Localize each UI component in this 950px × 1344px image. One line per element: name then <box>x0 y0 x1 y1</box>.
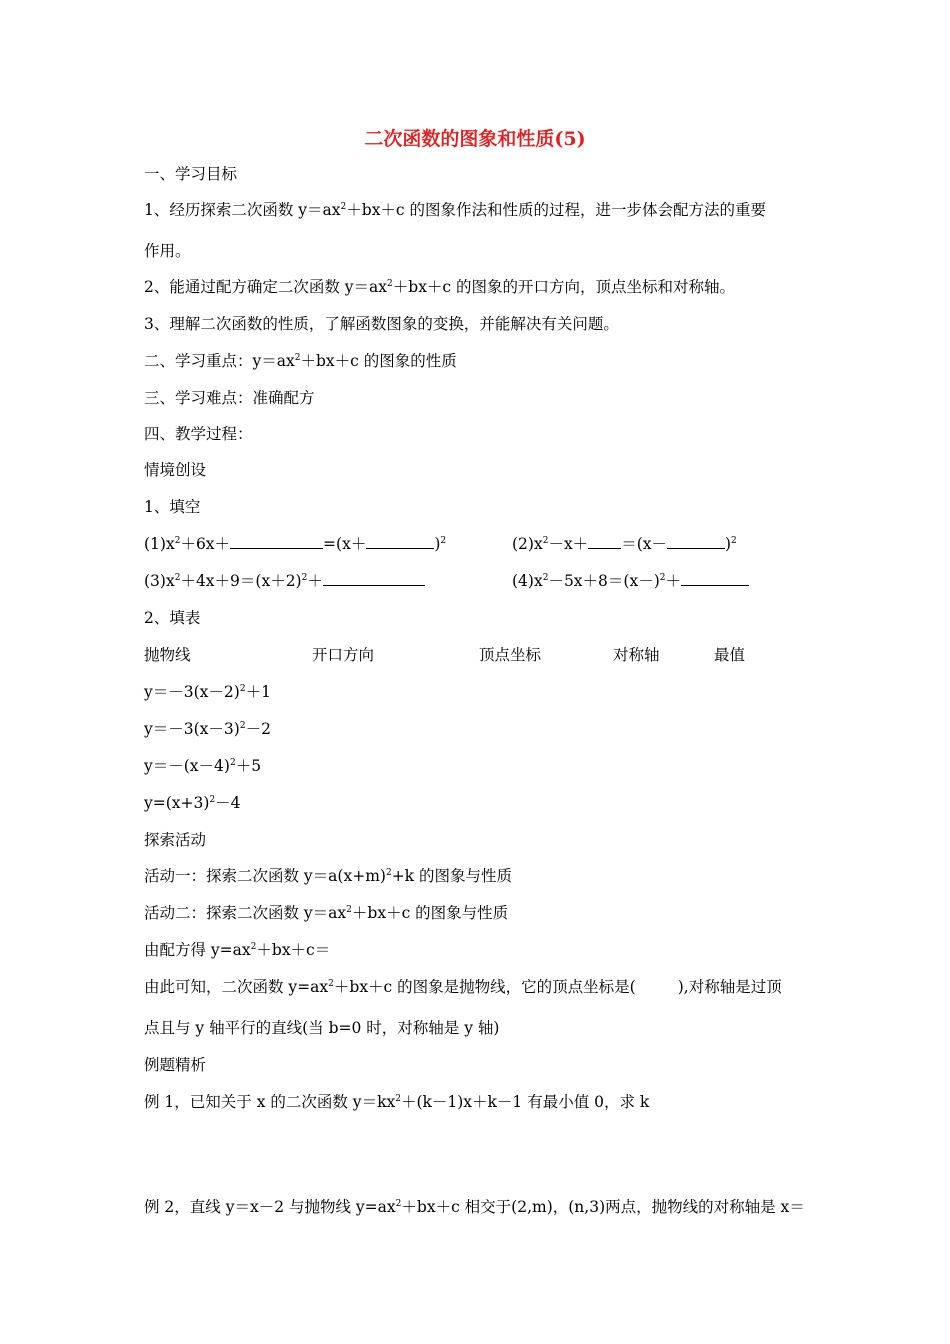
example-2-text: 例 2，直线 y＝x－2 与抛物线 y=ax <box>144 1198 396 1216</box>
row-1-formula: y＝－3(x－2) <box>144 683 240 701</box>
header-parabola: 抛物线 <box>144 646 191 664</box>
fill-blank-heading: 1、填空 <box>144 498 201 516</box>
activity-1-text: 活动一：探索二次函数 y＝a(x+m) <box>144 867 386 885</box>
example-1 <box>144 1091 649 1113</box>
example-2-text-cont: ＋bx＋c 相交于(2,m)，(n,3)两点，抛物线的对称轴是 x＝ <box>401 1198 805 1216</box>
document-title: 二次函数的图象和性质(5) <box>364 128 586 150</box>
goal-2 <box>144 276 735 298</box>
superscript: 2 <box>395 1093 401 1104</box>
header-opening-direction: 开口方向 <box>312 646 375 664</box>
superscript: 2 <box>385 867 392 878</box>
answer-blank[interactable] <box>366 534 434 549</box>
row-2-formula: y＝－3(x－3) <box>144 720 240 738</box>
q1-text-d: ) <box>434 535 441 553</box>
activity-2-text-cont: ＋bx＋c 的图象与性质 <box>351 904 509 922</box>
row-3-formula: y＝－(x－4) <box>144 757 230 775</box>
superscript: 2 <box>340 201 347 212</box>
explore-heading: 探索活动 <box>144 831 207 849</box>
q4-text: (4)x <box>512 572 543 590</box>
example-1-text-cont: ＋(k－1)x＋k－1 有最小值 0，求 k <box>400 1093 650 1111</box>
completing-square-text-cont: ＋bx＋c＝ <box>256 941 331 959</box>
scenario-heading: 情境创设 <box>144 461 207 479</box>
row-4-formula-cont: －4 <box>215 794 241 812</box>
table-heading: 2、填表 <box>144 609 201 627</box>
goal-1 <box>144 199 766 221</box>
section-key-point <box>144 350 457 372</box>
conclusion-text-c: ),对称轴是过顶 <box>677 978 782 996</box>
superscript: 2 <box>659 572 666 583</box>
row-3-formula-cont: ＋5 <box>235 757 262 775</box>
goal-2-text-cont: ＋bx＋c 的图象的开口方向，顶点坐标和对称轴。 <box>392 278 736 296</box>
key-point-text-cont: ＋bx＋c 的图象的性质 <box>300 352 457 370</box>
example-1-text: 例 1，已知关于 x 的二次函数 y＝kx <box>144 1093 396 1111</box>
goal-2-text: 2、能通过配方确定二次函数 y＝ax <box>144 278 388 296</box>
answer-blank[interactable] <box>681 571 749 586</box>
examples-heading: 例题精析 <box>144 1056 207 1074</box>
superscript: 2 <box>440 535 447 546</box>
superscript: 2 <box>174 572 181 583</box>
activity-1-text-cont: +k 的图象与性质 <box>391 867 512 885</box>
q2-text-d: ) <box>724 535 732 553</box>
q3-text-c: ＋ <box>307 572 323 590</box>
q1-text-b: ＋6x＋ <box>180 535 231 553</box>
section-learning-goals: 一、学习目标 <box>144 165 238 183</box>
superscript: 2 <box>731 535 737 546</box>
superscript: 2 <box>294 352 301 363</box>
row-2-formula-cont: －2 <box>245 720 271 738</box>
q2-text: (2)x <box>512 535 543 553</box>
table-row <box>144 755 261 777</box>
example-2 <box>144 1196 805 1218</box>
activity-2-text: 活动二：探索二次函数 y＝ax <box>144 904 347 922</box>
superscript: 2 <box>229 757 236 768</box>
section-process: 四、教学过程： <box>144 425 253 443</box>
q1-text-c: =(x＋ <box>323 535 367 553</box>
conclusion-text: 由此可知，二次函数 y=ax <box>144 978 329 996</box>
table-row <box>144 718 271 740</box>
row-4-formula: y=(x+3) <box>144 794 210 812</box>
q3-text: (3)x <box>144 572 175 590</box>
q1-text: (1)x <box>144 535 175 553</box>
answer-blank[interactable] <box>667 534 725 549</box>
superscript: 2 <box>250 941 257 952</box>
superscript: 2 <box>301 572 308 583</box>
question-1 <box>144 533 446 555</box>
conclusion <box>144 976 782 998</box>
question-4 <box>512 570 749 592</box>
superscript: 2 <box>239 683 246 694</box>
q4-text-c: ＋ <box>665 572 681 590</box>
superscript: 2 <box>346 904 352 915</box>
activity-1 <box>144 865 512 887</box>
completing-square-text: 由配方得 y=ax <box>144 941 251 959</box>
question-3 <box>144 570 425 592</box>
goal-1-text: 1、经历探索二次函数 y＝ax <box>144 201 341 219</box>
superscript: 2 <box>542 535 549 546</box>
superscript: 2 <box>542 572 549 583</box>
section-difficulty: 三、学习难点：准确配方 <box>144 389 315 407</box>
answer-blank[interactable] <box>588 534 621 549</box>
completing-square <box>144 939 330 961</box>
q3-text-b: ＋4x＋9＝(x＋2) <box>180 572 302 590</box>
conclusion-line-2: 点且与 y 轴平行的直线(当 b=0 时，对称轴是 y 轴) <box>144 1019 500 1037</box>
superscript: 2 <box>209 794 216 805</box>
header-extreme: 最值 <box>714 646 746 664</box>
superscript: 2 <box>387 278 393 289</box>
conclusion-text-b: ＋bx＋c 的图象是抛物线，它的顶点坐标是( <box>333 978 636 996</box>
table-row <box>144 681 271 703</box>
superscript: 2 <box>328 978 334 989</box>
goal-3: 3、理解二次函数的性质，了解函数图象的变换，并能解决有关问题。 <box>144 315 619 333</box>
answer-blank[interactable] <box>323 571 425 586</box>
q4-text-b: －5x＋8＝(x－) <box>548 572 660 590</box>
answer-blank[interactable] <box>230 534 323 549</box>
question-2 <box>512 533 737 555</box>
header-vertex: 顶点坐标 <box>479 646 542 664</box>
superscript: 2 <box>239 720 246 731</box>
superscript: 2 <box>395 1198 402 1209</box>
superscript: 2 <box>174 535 181 546</box>
goal-1-text-cont: ＋bx＋c 的图象作法和性质的过程，进一步体会配方法的重要 <box>346 201 767 219</box>
goal-1-end: 作用。 <box>144 242 191 260</box>
header-axis: 对称轴 <box>613 646 660 664</box>
activity-2 <box>144 902 508 924</box>
q2-text-b: －x＋ <box>548 535 589 553</box>
row-1-formula-cont: ＋1 <box>245 683 271 701</box>
key-point-text: 二、学习重点：y＝ax <box>144 352 295 370</box>
table-row <box>144 792 241 814</box>
q2-text-c: ＝(x－ <box>621 535 667 553</box>
